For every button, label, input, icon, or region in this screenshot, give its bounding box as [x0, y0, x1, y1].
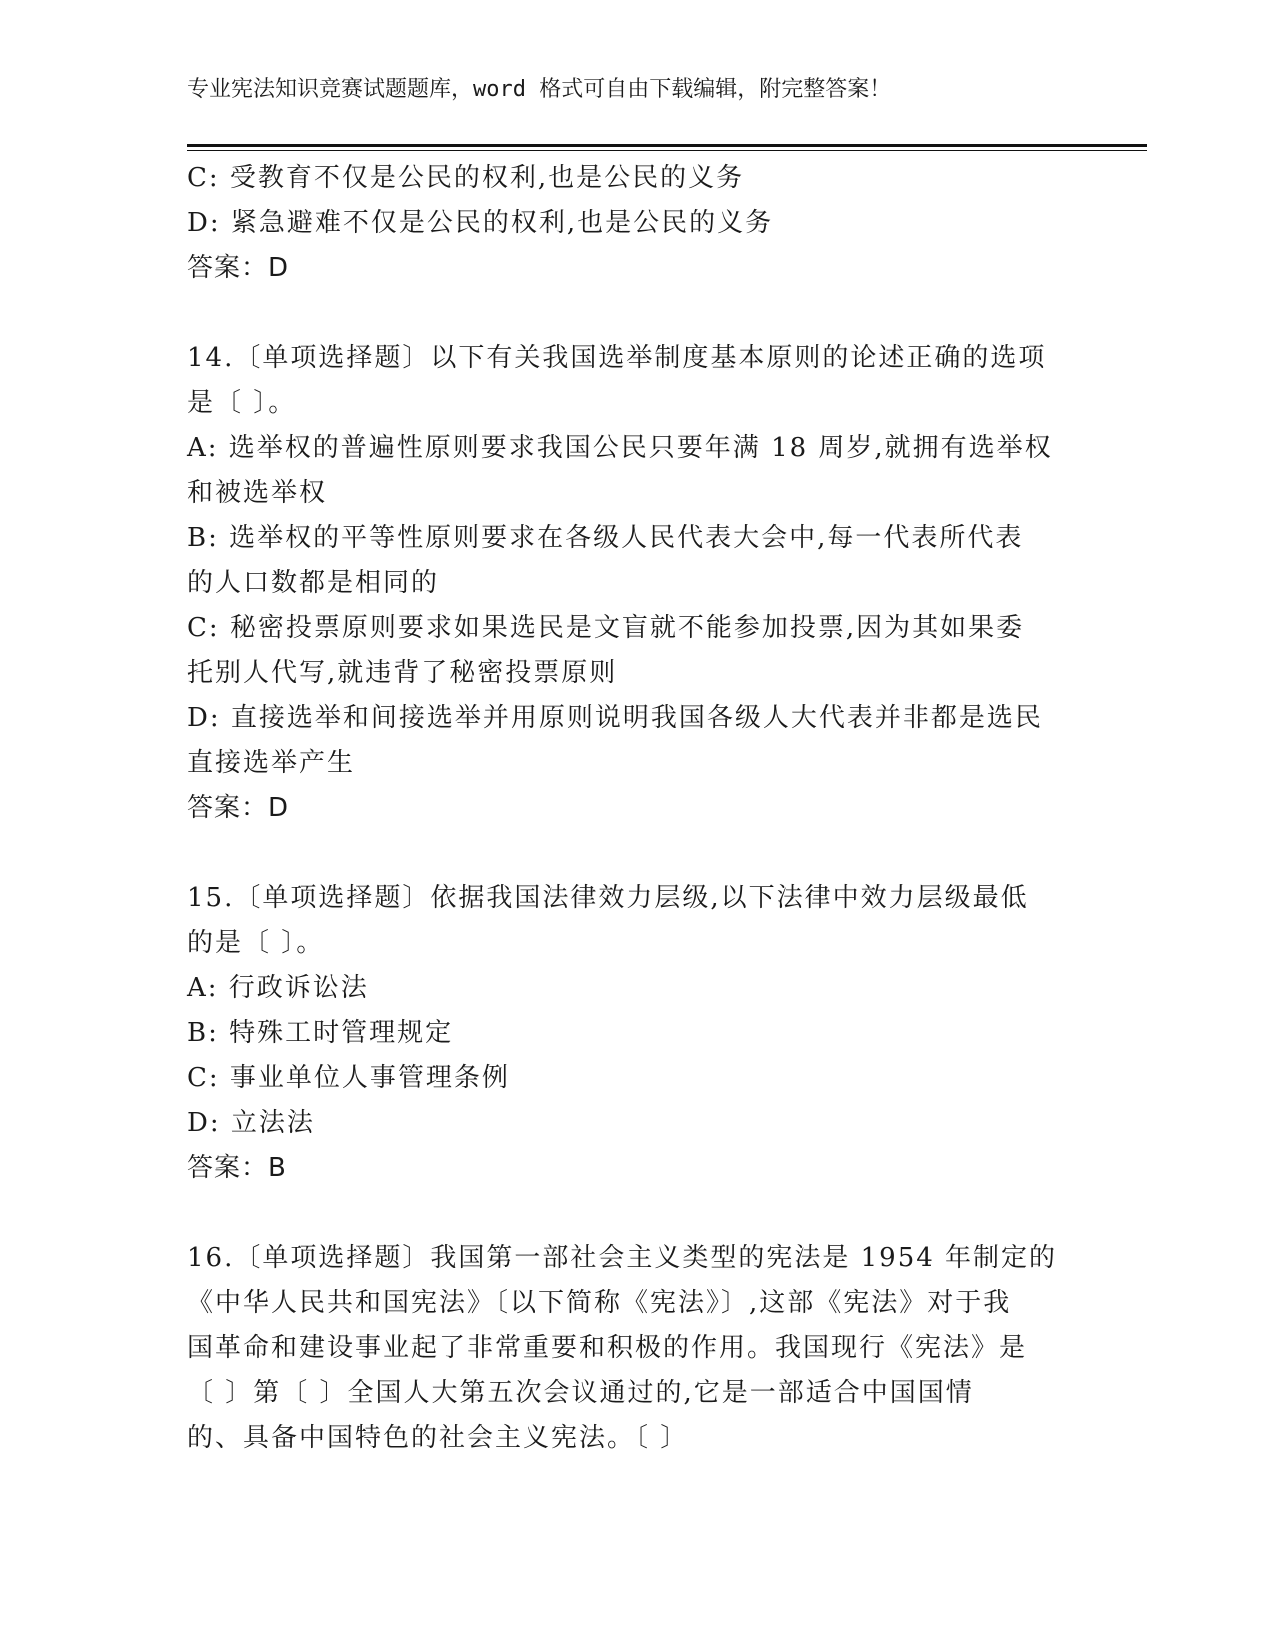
option-c: C: 受教育不仅是公民的权利,也是公民的义务	[187, 163, 745, 193]
question-stem-line: 《中华人民共和国宪法》〔以下简称《宪法》〕,这部《宪法》对于我	[187, 1288, 1012, 1318]
option-d: D: 直接选举和间接选举并用原则说明我国各级人大代表并非都是选民	[187, 703, 1043, 733]
option-b-cont: 的人口数都是相同的	[187, 568, 440, 598]
question-15	[187, 876, 1077, 1191]
answer-line: 答案：D	[187, 793, 290, 823]
option-c-cont: 托别人代写,就违背了秘密投票原则	[187, 658, 618, 688]
option-a: A: 选举权的普遍性原则要求我国公民只要年满 18 周岁,就拥有选举权	[187, 433, 1053, 463]
question-stem-line: 15.〔单项选择题〕依据我国法律效力层级,以下法律中效力层级最低	[187, 883, 1029, 913]
option-c: C: 秘密投票原则要求如果选民是文盲就不能参加投票,因为其如果委	[187, 613, 1025, 643]
option-d-cont: 直接选举产生	[187, 748, 356, 778]
question-13-tail	[187, 156, 1077, 291]
header-rule-thin	[187, 150, 1147, 151]
question-stem-line: 是〔 〕。	[187, 388, 297, 418]
question-stem-line: 的、具备中国特色的社会主义宪法。〔 〕	[187, 1423, 689, 1453]
question-16	[187, 1236, 1077, 1461]
spacer	[187, 291, 1077, 336]
page-header: 专业宪法知识竞赛试题题库，word 格式可自由下载编辑，附完整答案！	[187, 77, 892, 102]
question-content	[187, 156, 1077, 1461]
option-b: B: 选举权的平等性原则要求在各级人民代表大会中,每一代表所代表	[187, 523, 1024, 553]
question-stem-line: 的是〔 〕。	[187, 928, 325, 958]
option-a: A: 行政诉讼法	[187, 973, 369, 1003]
question-14	[187, 336, 1077, 831]
header-rule-thick	[187, 144, 1147, 147]
option-a-cont: 和被选举权	[187, 478, 328, 508]
option-d: D: 立法法	[187, 1108, 315, 1138]
answer-line: 答案：D	[187, 253, 290, 283]
question-stem-line: 〔 〕第〔 〕全国人大第五次会议通过的,它是一部适合中国国情	[187, 1378, 974, 1408]
question-stem-line: 14.〔单项选择题〕以下有关我国选举制度基本原则的论述正确的选项	[187, 343, 1047, 373]
question-stem-line: 国革命和建设事业起了非常重要和积极的作用。我国现行《宪法》是	[187, 1333, 1028, 1363]
question-stem-line: 16.〔单项选择题〕我国第一部社会主义类型的宪法是 1954 年制定的	[187, 1243, 1058, 1273]
spacer	[187, 1191, 1077, 1236]
option-b: B: 特殊工时管理规定	[187, 1018, 454, 1048]
option-c: C: 事业单位人事管理条例	[187, 1063, 510, 1093]
spacer	[187, 831, 1077, 876]
answer-line: 答案：B	[187, 1153, 287, 1183]
option-d: D: 紧急避难不仅是公民的权利,也是公民的义务	[187, 208, 774, 238]
